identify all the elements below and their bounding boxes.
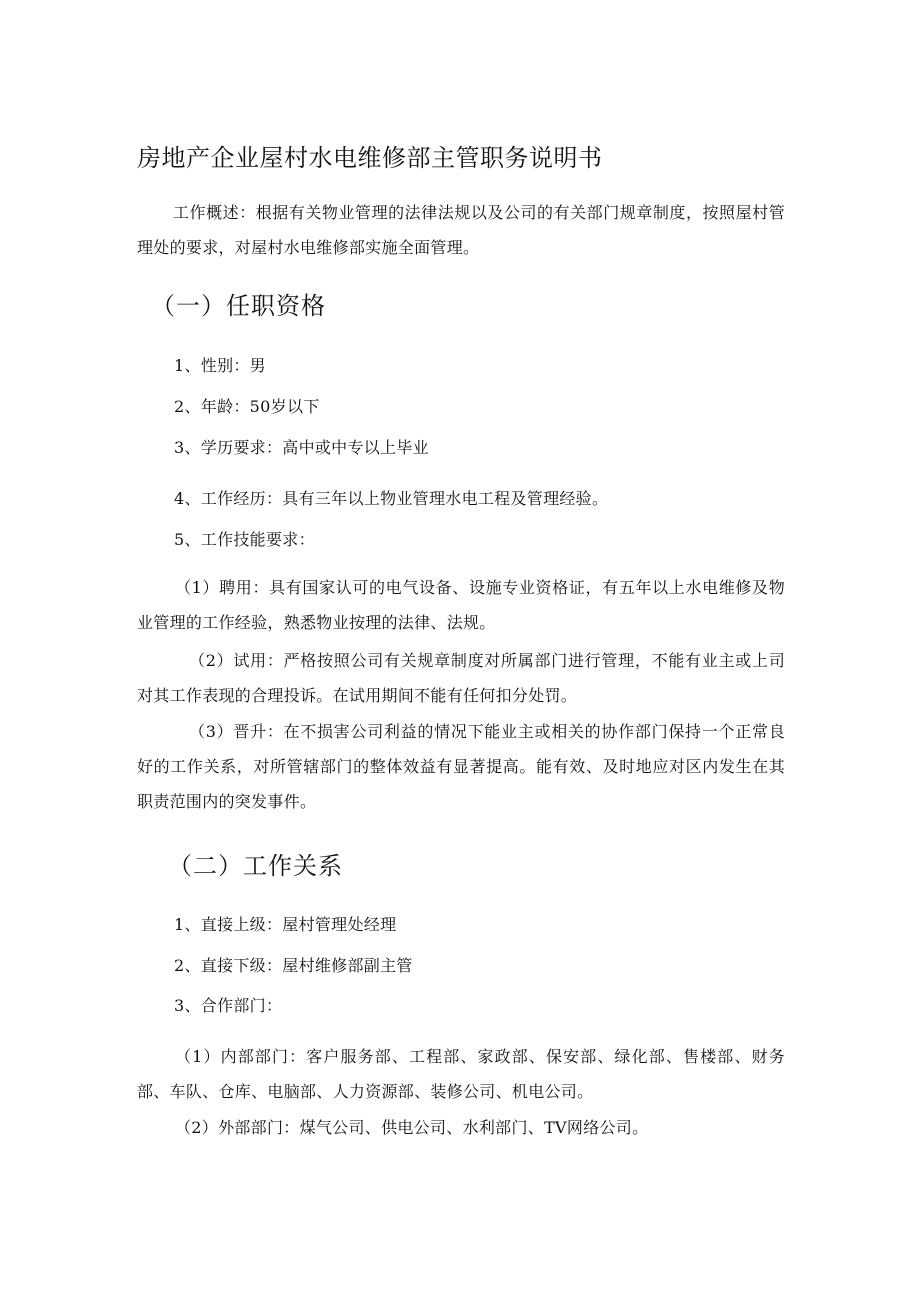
list-item-experience: 4、工作经历：具有三年以上物业管理水电工程及管理经验。 <box>174 489 609 508</box>
sub-item-internal-departments: （1）内部部门：客户服务部、工程部、家政部、保安部、绿化部、售楼部、财务部、车队、仓库、电脑部、人力资源部、装修公司、机电公司。 <box>137 1047 785 1101</box>
list-item-direct-superior: 1、直接上级：屋村管理处经理 <box>174 915 397 934</box>
document-title: 房地产企业屋村水电维修部主管职务说明书 <box>137 144 603 172</box>
sub-item-promotion: （3）晋升：在不损害公司利益的情况下能业主或相关的协作部门保持一个正常良好的工作关系，对所管辖部门的整体效益有显著提高。能有效、及时地应对区内发生在其职责范围内的突发事件。 <box>137 722 785 811</box>
overview-paragraph: 工作概述：根据有关物业管理的法律法规以及公司的有关部门规章制度，按照屋村管理处的要求，对屋村水电维修部实施全面管理。 <box>137 203 785 257</box>
sub-item-external-departments: （2）外部部门：煤气公司、供电公司、水利部门、TV网络公司。 <box>175 1118 649 1137</box>
sub-item-probation: （2）试用：严格按照公司有关规章制度对所属部门进行管理，不能有业主或上司对其工作表现的合理投诉。在试用期间不能有任何扣分处罚。 <box>137 651 785 705</box>
section-heading-relations: （二）工作关系 <box>168 852 343 880</box>
list-item-partner-departments: 3、合作部门： <box>174 996 283 1015</box>
sub-item-hiring: （1）聘用：具有国家认可的电气设备、设施专业资格证，有五年以上水电维修及物业管理的工作经验，熟悉物业按理的法律、法规。 <box>137 578 785 632</box>
list-item-skills: 5、工作技能要求： <box>174 530 315 549</box>
list-item-direct-subordinate: 2、直接下级：屋村维修部副主管 <box>174 956 413 975</box>
section-heading-qualifications: （一）任职资格 <box>151 292 326 320</box>
list-item-education: 3、学历要求：高中或中专以上毕业 <box>174 438 429 457</box>
list-item-age: 2、年龄：50岁以下 <box>174 397 320 416</box>
list-item-gender: 1、性别：男 <box>174 356 266 375</box>
